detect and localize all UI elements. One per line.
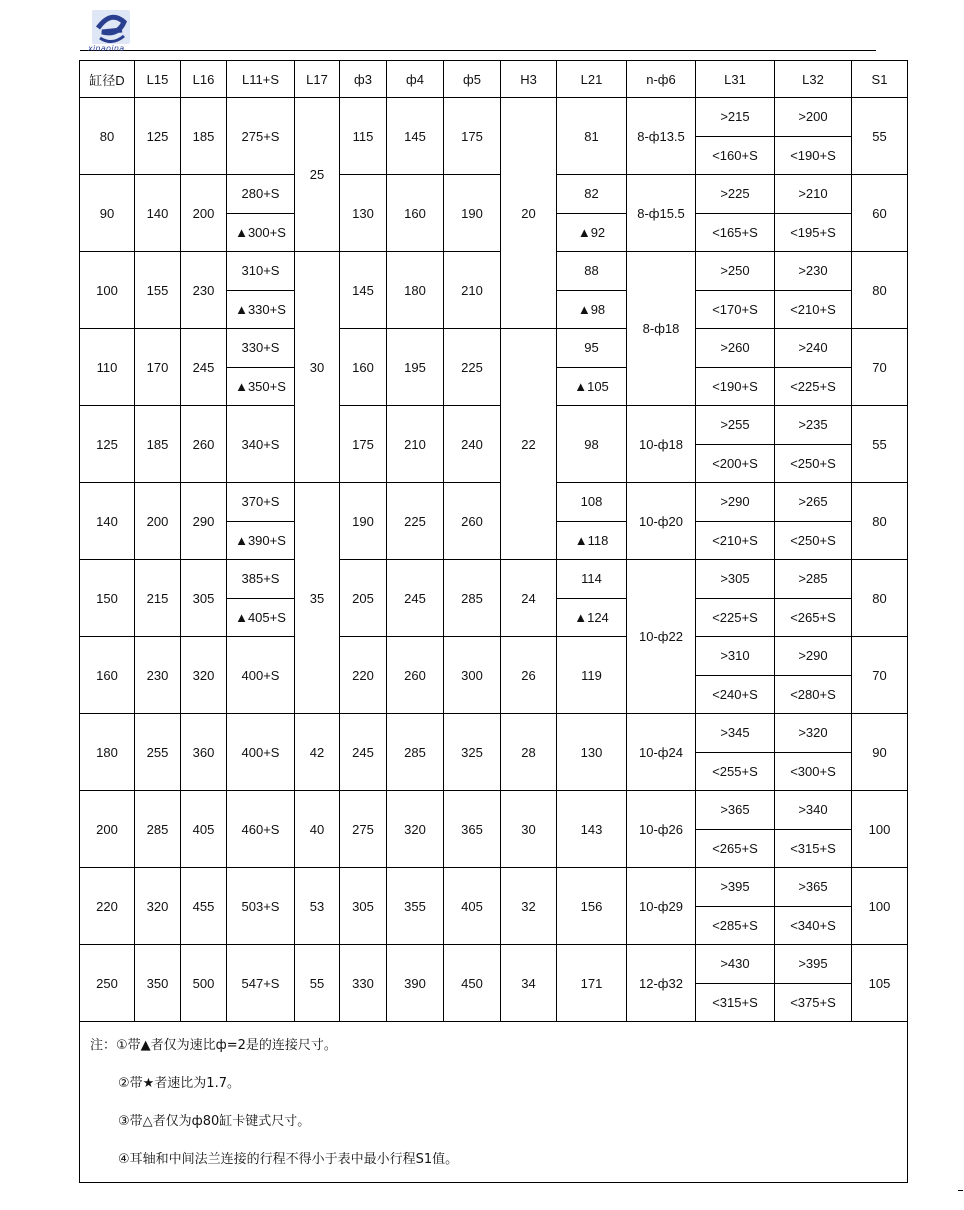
l15-cell: 255 (135, 714, 181, 791)
l16-cell: 245 (181, 329, 227, 406)
bolt-hole-cell: 10-ф24 (627, 714, 696, 791)
s1-cell: 80 (852, 483, 908, 560)
phi5-cell: 450 (444, 945, 501, 1022)
l31-max-cell: <255+S (696, 752, 775, 791)
column-header: L31 (696, 61, 775, 98)
l16-cell: 305 (181, 560, 227, 637)
l11-cell: 370+S (227, 483, 295, 522)
column-header: ф4 (387, 61, 444, 98)
l17-cell: 40 (295, 791, 340, 868)
l32-min-cell: >340 (775, 791, 852, 830)
table-row (80, 98, 908, 137)
l15-cell: 285 (135, 791, 181, 868)
l32-min-cell: >240 (775, 329, 852, 368)
bore-diameter-cell: 110 (80, 329, 135, 406)
note-item: ①带▲者仅为速比ф=2是的连接尺寸。 (116, 1038, 337, 1053)
l32-min-cell: >320 (775, 714, 852, 753)
bore-diameter-cell: 125 (80, 406, 135, 483)
column-header: L32 (775, 61, 852, 98)
l15-cell: 185 (135, 406, 181, 483)
l31-min-cell: >310 (696, 637, 775, 676)
l16-cell: 405 (181, 791, 227, 868)
note-item: ④耳轴和中间法兰连接的行程不得小于表中最小行程S1值。 (118, 1152, 459, 1167)
l31-min-cell: >225 (696, 175, 775, 214)
phi4-cell: 210 (387, 406, 444, 483)
l21-cell: 88 (557, 252, 627, 291)
bore-diameter-cell: 250 (80, 945, 135, 1022)
phi3-cell: 190 (340, 483, 387, 560)
bore-diameter-cell: 150 (80, 560, 135, 637)
table-row (80, 791, 908, 830)
l11-cell: 400+S (227, 637, 295, 714)
phi3-cell: 205 (340, 560, 387, 637)
l15-cell: 320 (135, 868, 181, 945)
h3-cell: 30 (501, 791, 557, 868)
l21-cell: 156 (557, 868, 627, 945)
phi5-cell: 225 (444, 329, 501, 406)
l17-cell: 35 (295, 483, 340, 714)
notes-row (80, 1022, 908, 1183)
l15-cell: 350 (135, 945, 181, 1022)
l16-cell: 500 (181, 945, 227, 1022)
l32-max-cell: <210+S (775, 290, 852, 329)
h3-cell: 22 (501, 329, 557, 560)
l32-min-cell: >235 (775, 406, 852, 445)
table-row (80, 945, 908, 984)
phi3-cell: 115 (340, 98, 387, 175)
l11-cell: 385+S (227, 560, 295, 599)
l32-max-cell: <315+S (775, 829, 852, 868)
s1-cell: 55 (852, 406, 908, 483)
h3-cell: 26 (501, 637, 557, 714)
bolt-hole-cell: 12-ф32 (627, 945, 696, 1022)
l31-max-cell: <165+S (696, 213, 775, 252)
phi5-cell: 175 (444, 98, 501, 175)
h3-cell: 34 (501, 945, 557, 1022)
column-header: H3 (501, 61, 557, 98)
column-header: L17 (295, 61, 340, 98)
bolt-hole-cell: 10-ф26 (627, 791, 696, 868)
l32-max-cell: <250+S (775, 444, 852, 483)
l32-max-cell: <250+S (775, 521, 852, 560)
l31-min-cell: >215 (696, 98, 775, 137)
h3-cell: 20 (501, 98, 557, 329)
l31-min-cell: >305 (696, 560, 775, 599)
bore-diameter-cell: 100 (80, 252, 135, 329)
column-header: n-ф6 (627, 61, 696, 98)
l21-cell: 95 (557, 329, 627, 368)
l16-cell: 200 (181, 175, 227, 252)
l31-max-cell: <160+S (696, 136, 775, 175)
l11-cell: 310+S (227, 252, 295, 291)
l11-alt-cell: ▲350+S (227, 367, 295, 406)
l32-min-cell: >210 (775, 175, 852, 214)
s1-cell: 80 (852, 560, 908, 637)
l32-min-cell: >200 (775, 98, 852, 137)
l32-min-cell: >265 (775, 483, 852, 522)
column-header: L16 (181, 61, 227, 98)
phi3-cell: 245 (340, 714, 387, 791)
l16-cell: 290 (181, 483, 227, 560)
bolt-hole-cell: 10-ф29 (627, 868, 696, 945)
table-row (80, 868, 908, 907)
l32-min-cell: >230 (775, 252, 852, 291)
bolt-hole-cell: 10-ф20 (627, 483, 696, 560)
l32-max-cell: <300+S (775, 752, 852, 791)
l32-min-cell: >290 (775, 637, 852, 676)
l15-cell: 215 (135, 560, 181, 637)
logo-wordmark: xinaoina (88, 44, 125, 53)
bore-diameter-cell: 200 (80, 791, 135, 868)
phi4-cell: 320 (387, 791, 444, 868)
l31-min-cell: >345 (696, 714, 775, 753)
l31-min-cell: >395 (696, 868, 775, 907)
s1-cell: 55 (852, 98, 908, 175)
phi3-cell: 330 (340, 945, 387, 1022)
l15-cell: 230 (135, 637, 181, 714)
l32-min-cell: >395 (775, 945, 852, 984)
phi3-cell: 220 (340, 637, 387, 714)
table-row (80, 329, 908, 368)
table-row (80, 560, 908, 599)
l16-cell: 455 (181, 868, 227, 945)
column-header: L11+S (227, 61, 295, 98)
l21-alt-cell: ▲92 (557, 213, 627, 252)
l31-max-cell: <315+S (696, 983, 775, 1022)
l15-cell: 200 (135, 483, 181, 560)
phi3-cell: 305 (340, 868, 387, 945)
phi3-cell: 160 (340, 329, 387, 406)
l11-alt-cell: ▲390+S (227, 521, 295, 560)
table-header-row (80, 61, 908, 98)
l32-max-cell: <280+S (775, 675, 852, 714)
l21-cell: 171 (557, 945, 627, 1022)
bolt-hole-cell: 10-ф22 (627, 560, 696, 714)
bolt-hole-cell: 10-ф18 (627, 406, 696, 483)
l32-min-cell: >285 (775, 560, 852, 599)
l15-cell: 170 (135, 329, 181, 406)
l11-alt-cell: ▲405+S (227, 598, 295, 637)
corner-mark (958, 1190, 963, 1191)
l21-cell: 114 (557, 560, 627, 599)
phi4-cell: 160 (387, 175, 444, 252)
s1-cell: 70 (852, 637, 908, 714)
phi5-cell: 300 (444, 637, 501, 714)
bolt-hole-cell: 8-ф18 (627, 252, 696, 406)
l17-cell: 42 (295, 714, 340, 791)
table-row (80, 175, 908, 214)
phi3-cell: 145 (340, 252, 387, 329)
phi4-cell: 195 (387, 329, 444, 406)
phi3-cell: 275 (340, 791, 387, 868)
l11-cell: 275+S (227, 98, 295, 175)
column-header: L21 (557, 61, 627, 98)
column-header: S1 (852, 61, 908, 98)
table-row (80, 483, 908, 522)
l31-min-cell: >250 (696, 252, 775, 291)
l21-alt-cell: ▲98 (557, 290, 627, 329)
phi4-cell: 285 (387, 714, 444, 791)
l17-cell: 25 (295, 98, 340, 252)
s1-cell: 90 (852, 714, 908, 791)
phi4-cell: 355 (387, 868, 444, 945)
l31-max-cell: <265+S (696, 829, 775, 868)
l21-alt-cell: ▲118 (557, 521, 627, 560)
l21-cell: 98 (557, 406, 627, 483)
phi4-cell: 390 (387, 945, 444, 1022)
l16-cell: 360 (181, 714, 227, 791)
phi4-cell: 180 (387, 252, 444, 329)
bore-diameter-cell: 140 (80, 483, 135, 560)
bore-diameter-cell: 90 (80, 175, 135, 252)
l32-max-cell: <190+S (775, 136, 852, 175)
l21-cell: 82 (557, 175, 627, 214)
l15-cell: 140 (135, 175, 181, 252)
bolt-hole-cell: 8-ф15.5 (627, 175, 696, 252)
column-header: L15 (135, 61, 181, 98)
bolt-hole-cell: 8-ф13.5 (627, 98, 696, 175)
l11-cell: 460+S (227, 791, 295, 868)
phi5-cell: 190 (444, 175, 501, 252)
phi4-cell: 145 (387, 98, 444, 175)
l31-min-cell: >365 (696, 791, 775, 830)
l31-max-cell: <285+S (696, 906, 775, 945)
note-item: ②带★者速比为1.7。 (118, 1076, 240, 1091)
phi4-cell: 245 (387, 560, 444, 637)
l17-cell: 55 (295, 945, 340, 1022)
l11-cell: 547+S (227, 945, 295, 1022)
l21-cell: 81 (557, 98, 627, 175)
l16-cell: 260 (181, 406, 227, 483)
l21-cell: 108 (557, 483, 627, 522)
l31-max-cell: <240+S (696, 675, 775, 714)
l31-max-cell: <170+S (696, 290, 775, 329)
phi5-cell: 210 (444, 252, 501, 329)
l32-max-cell: <340+S (775, 906, 852, 945)
l11-alt-cell: ▲330+S (227, 290, 295, 329)
l11-cell: 503+S (227, 868, 295, 945)
l15-cell: 155 (135, 252, 181, 329)
s1-cell: 60 (852, 175, 908, 252)
l11-cell: 280+S (227, 175, 295, 214)
phi5-cell: 325 (444, 714, 501, 791)
l31-max-cell: <210+S (696, 521, 775, 560)
l31-min-cell: >290 (696, 483, 775, 522)
s1-cell: 80 (852, 252, 908, 329)
phi5-cell: 285 (444, 560, 501, 637)
phi5-cell: 365 (444, 791, 501, 868)
l31-min-cell: >255 (696, 406, 775, 445)
h3-cell: 32 (501, 868, 557, 945)
l11-alt-cell: ▲300+S (227, 213, 295, 252)
table-row (80, 252, 908, 291)
phi4-cell: 225 (387, 483, 444, 560)
l21-cell: 143 (557, 791, 627, 868)
phi5-cell: 240 (444, 406, 501, 483)
s1-cell: 100 (852, 868, 908, 945)
l31-min-cell: >260 (696, 329, 775, 368)
notes-cell (80, 1022, 908, 1183)
dimension-table (79, 60, 908, 1183)
l32-max-cell: <225+S (775, 367, 852, 406)
bore-diameter-cell: 80 (80, 98, 135, 175)
l31-min-cell: >430 (696, 945, 775, 984)
phi5-cell: 260 (444, 483, 501, 560)
l16-cell: 320 (181, 637, 227, 714)
column-header: ф5 (444, 61, 501, 98)
s1-cell: 70 (852, 329, 908, 406)
l31-max-cell: <225+S (696, 598, 775, 637)
bore-diameter-cell: 220 (80, 868, 135, 945)
l32-max-cell: <195+S (775, 213, 852, 252)
header-rule (80, 50, 876, 51)
l15-cell: 125 (135, 98, 181, 175)
l16-cell: 230 (181, 252, 227, 329)
s1-cell: 100 (852, 791, 908, 868)
table-row (80, 406, 908, 445)
l21-alt-cell: ▲124 (557, 598, 627, 637)
phi3-cell: 175 (340, 406, 387, 483)
column-header: ф3 (340, 61, 387, 98)
l31-max-cell: <190+S (696, 367, 775, 406)
bore-diameter-cell: 160 (80, 637, 135, 714)
l31-max-cell: <200+S (696, 444, 775, 483)
l21-alt-cell: ▲105 (557, 367, 627, 406)
phi4-cell: 260 (387, 637, 444, 714)
notes-prefix: 注： (90, 1038, 117, 1053)
l32-min-cell: >365 (775, 868, 852, 907)
table-row (80, 637, 908, 676)
l17-cell: 53 (295, 868, 340, 945)
l21-cell: 130 (557, 714, 627, 791)
l21-cell: 119 (557, 637, 627, 714)
l11-cell: 340+S (227, 406, 295, 483)
l11-cell: 330+S (227, 329, 295, 368)
l16-cell: 185 (181, 98, 227, 175)
phi3-cell: 130 (340, 175, 387, 252)
table-row (80, 714, 908, 753)
l17-cell: 30 (295, 252, 340, 483)
h3-cell: 24 (501, 560, 557, 637)
bore-diameter-cell: 180 (80, 714, 135, 791)
phi5-cell: 405 (444, 868, 501, 945)
l11-cell: 400+S (227, 714, 295, 791)
h3-cell: 28 (501, 714, 557, 791)
note-item: ③带△者仅为ф80缸卡键式尺寸。 (118, 1114, 311, 1129)
l32-max-cell: <265+S (775, 598, 852, 637)
column-header: 缸径D (80, 61, 135, 98)
l32-max-cell: <375+S (775, 983, 852, 1022)
s1-cell: 105 (852, 945, 908, 1022)
